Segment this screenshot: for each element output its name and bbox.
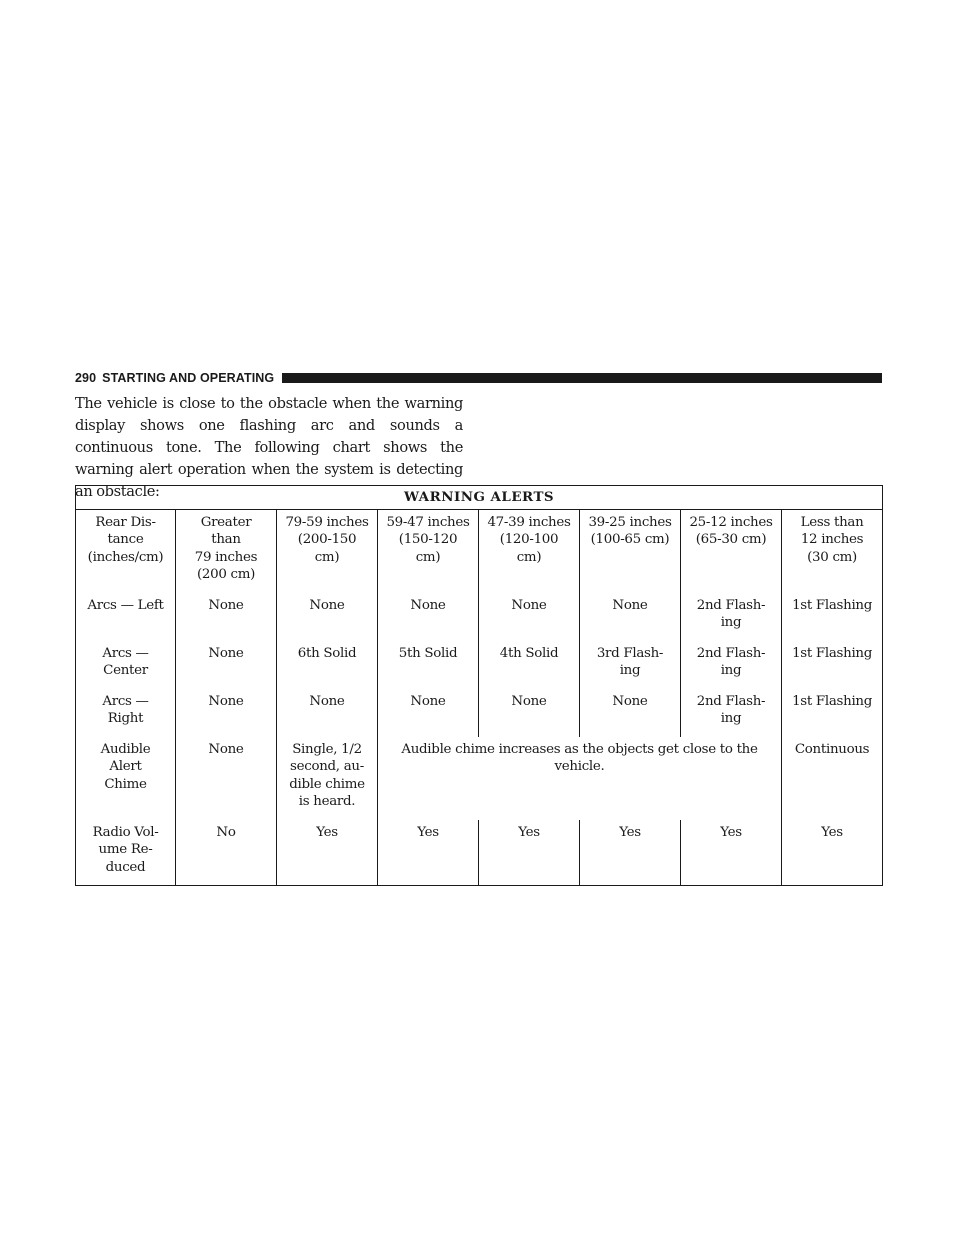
table-cell: 5th Solid [378,641,479,689]
table-row-arcs-center [76,641,883,689]
page-header [75,369,882,387]
table-cell: None [176,641,277,689]
column-header: 59-47 inches (150-120 cm) [378,509,479,593]
table-cell: Yes [479,820,580,886]
table-cell: 6th Solid [277,641,378,689]
page-number: 290 [75,371,97,385]
table-cell: 1st Flashing [782,641,883,689]
table-cell: None [378,689,479,737]
table-header-row [76,509,883,593]
table-cell: None [176,593,277,641]
row-label: Radio Vol- ume Re- duced [76,820,176,886]
table-cell: None [580,689,681,737]
table-caption: WARNING ALERTS [76,486,883,510]
table-cell: 2nd Flash- ing [681,593,782,641]
table-cell: None [479,689,580,737]
row-label: Arcs — Right [76,689,176,737]
table-row-radio-volume-reduced [76,820,883,886]
table-cell: 2nd Flash- ing [681,689,782,737]
table-cell: Single, 1/2 second, au- dible chime is heard. [277,737,378,820]
column-header: 25-12 inches (65-30 cm) [681,509,782,593]
table-cell: 2nd Flash- ing [681,641,782,689]
table-cell: None [378,593,479,641]
table-cell: None [580,593,681,641]
table-cell: None [277,593,378,641]
table-cell: No [176,820,277,886]
column-header: 47-39 inches (120-100 cm) [479,509,580,593]
table-cell: 1st Flashing [782,689,883,737]
warning-alerts-table [75,485,883,886]
table-row-arcs-right [76,689,883,737]
table-cell: Yes [782,820,883,886]
table-cell: Yes [681,820,782,886]
table-cell: Yes [277,820,378,886]
column-header: Greater than 79 inches (200 cm) [176,509,277,593]
table-cell: 4th Solid [479,641,580,689]
column-header: 79-59 inches (200-150 cm) [277,509,378,593]
table-cell: Yes [378,820,479,886]
table-cell: 1st Flashing [782,593,883,641]
table-cell: None [176,689,277,737]
table-cell: None [277,689,378,737]
table-cell: 3rd Flash- ing [580,641,681,689]
row-label: Arcs — Left [76,593,176,641]
column-header: Less than 12 inches (30 cm) [782,509,883,593]
row-label: Audible Alert Chime [76,737,176,820]
column-header: Rear Dis- tance (inches/cm) [76,509,176,593]
section-title: STARTING AND OPERATING [102,371,275,385]
table-cell: Yes [580,820,681,886]
column-header: 39-25 inches (100-65 cm) [580,509,681,593]
table-cell: Continuous [782,737,883,820]
table-row-arcs-left [76,593,883,641]
header-rule [282,373,882,383]
intro-paragraph: The vehicle is close to the obstacle when the warning display shows one flashing arc and sounds a continuous tone. The following chart shows the warning alert operation when the system is detecting an obstacle: [75,395,463,500]
table-row-audible-alert-chime [76,737,883,820]
table-cell: None [479,593,580,641]
table-cell: None [176,737,277,820]
row-label: Arcs — Center [76,641,176,689]
table-cell-spanning: Audible chime increases as the objects get close to the vehicle. [378,737,782,820]
